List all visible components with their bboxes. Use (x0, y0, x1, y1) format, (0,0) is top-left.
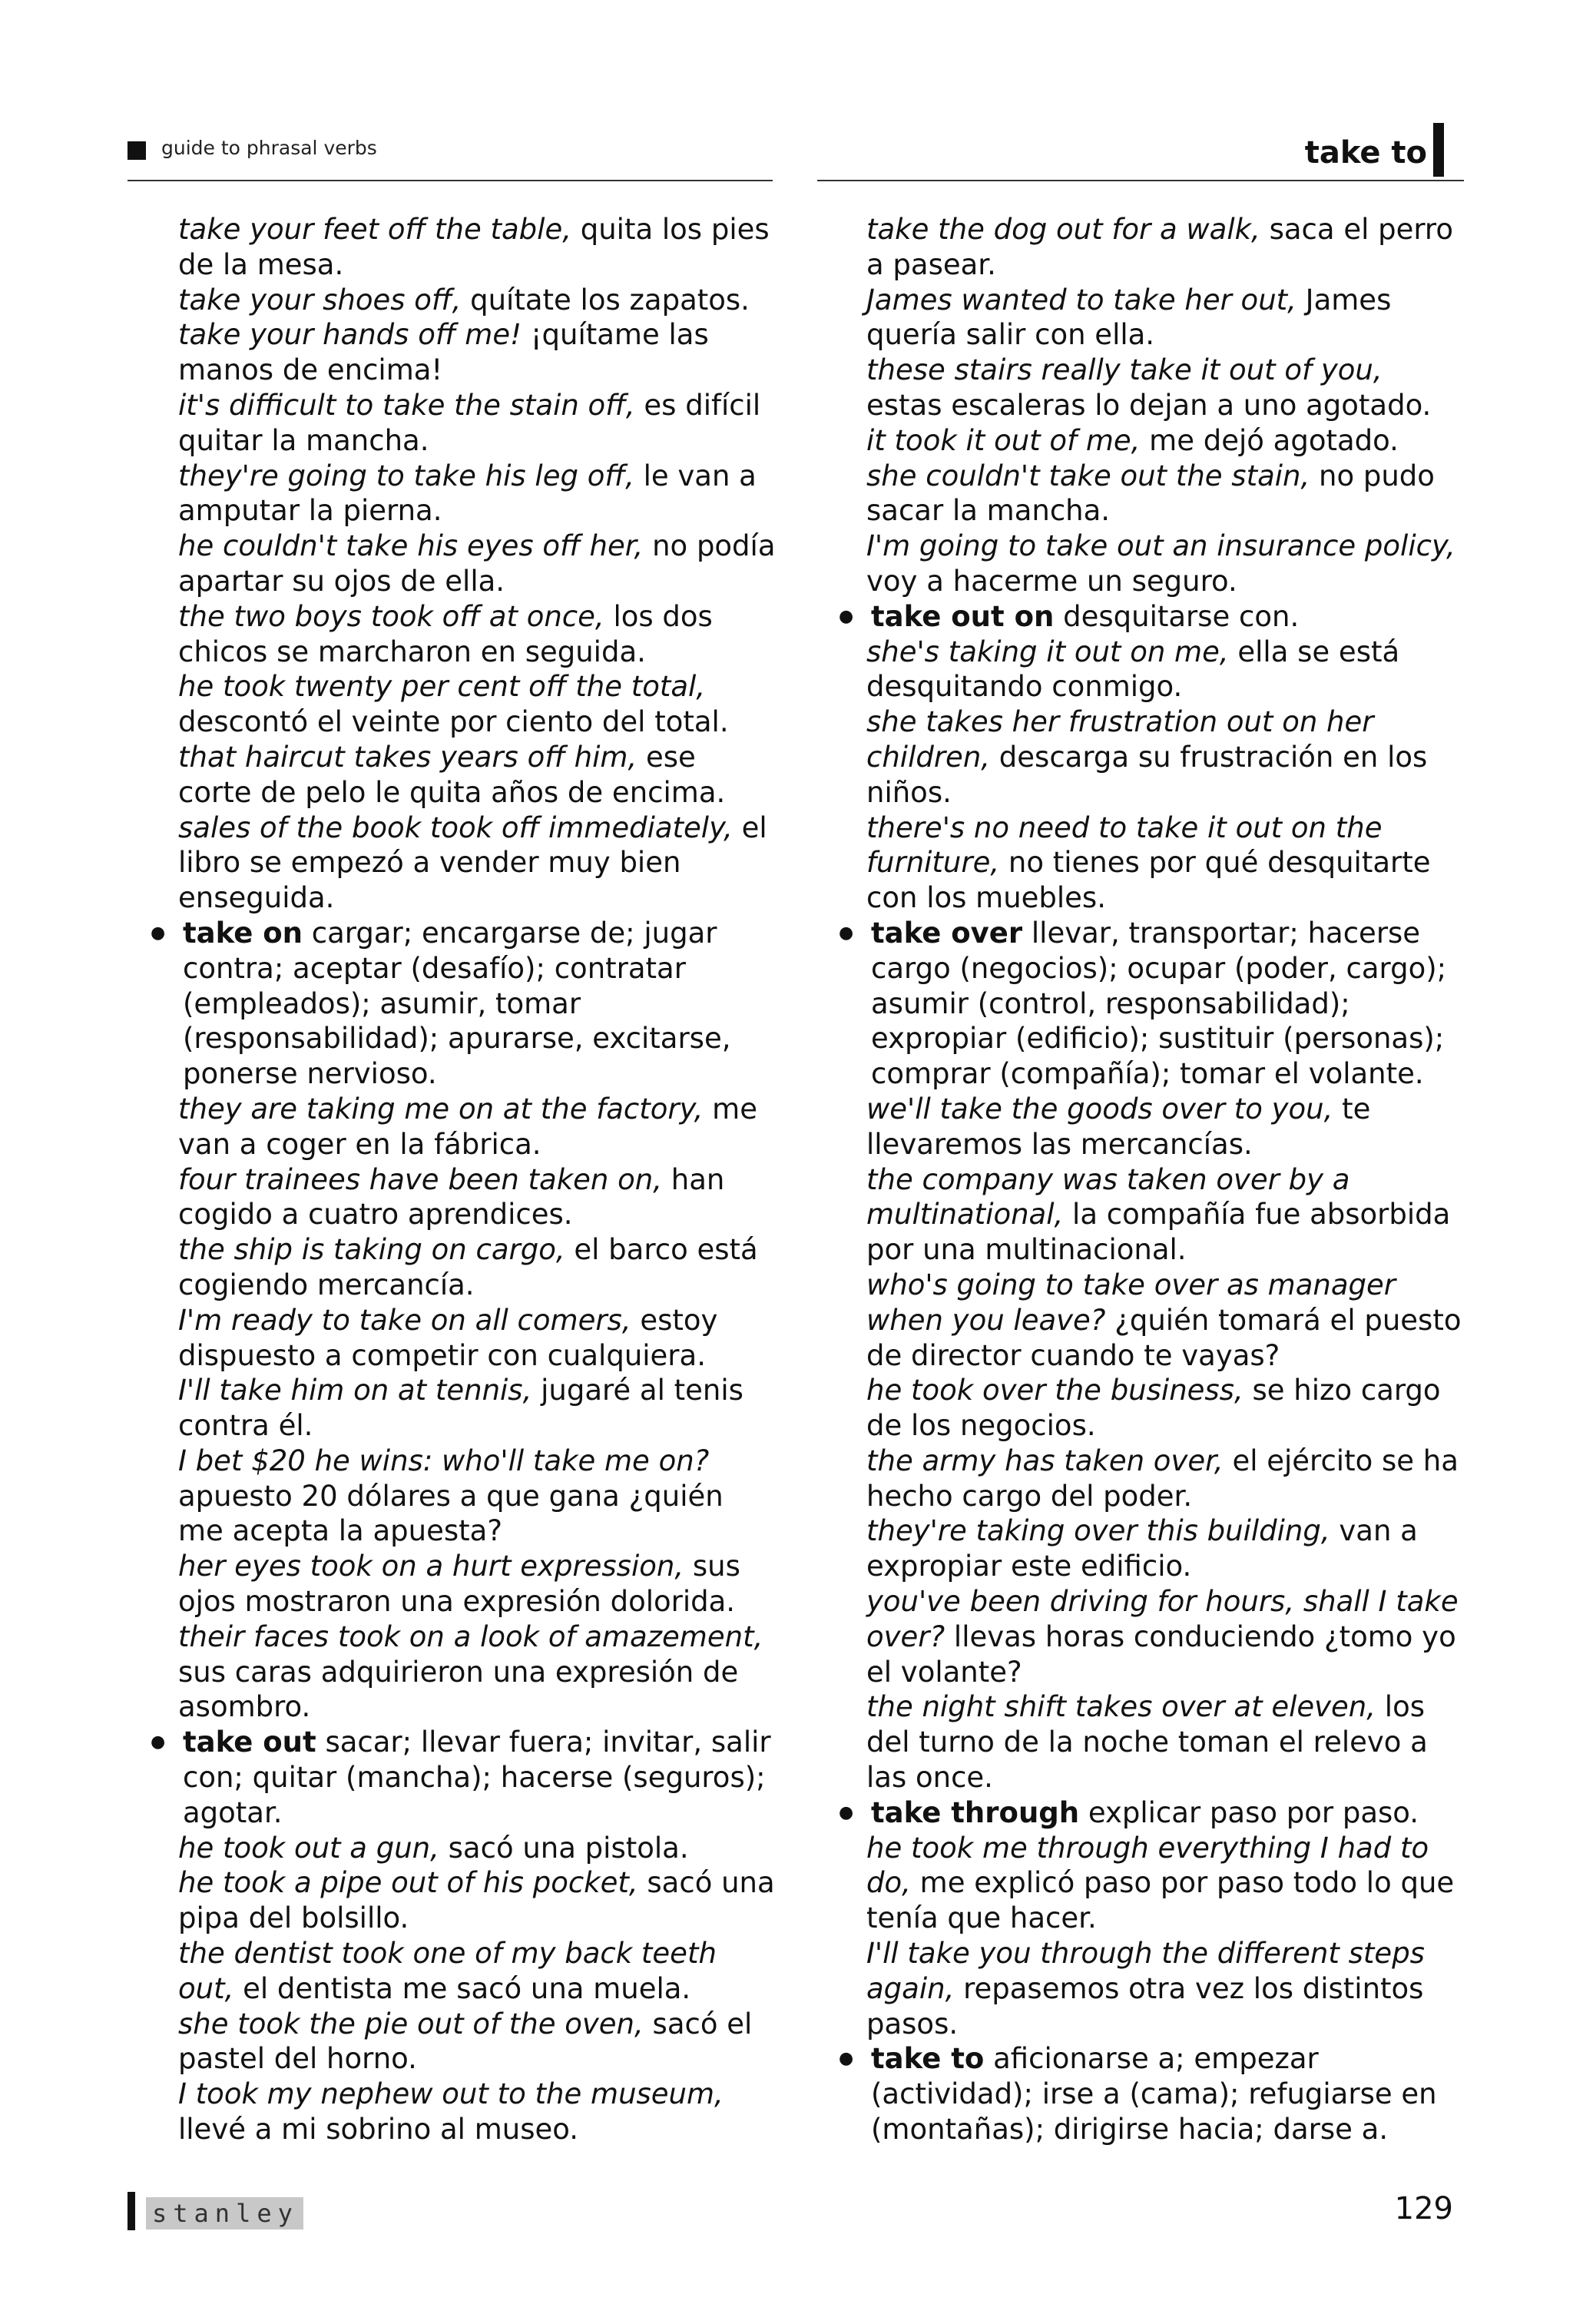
example-line (866, 1513, 1465, 1584)
running-title: guide to phrasal verbs (161, 137, 377, 159)
entry-bullet-icon: ● (839, 606, 854, 626)
example-line (866, 1584, 1465, 1689)
entry-definition: sacar; llevar fuera; invitar, salir con; quitar (mancha); hacerse (seguros); agotar. (183, 1726, 771, 1829)
example-english: I bet $20 he wins: who'll take me on? (178, 1444, 710, 1477)
example-line (178, 1303, 777, 1374)
example-line (178, 1865, 777, 1936)
example-english: she took the pie out of the oven, (178, 2007, 644, 2041)
page-number: 129 (1394, 2191, 1453, 2226)
example-line (866, 1162, 1465, 1268)
example-line (178, 1936, 777, 2007)
example-english: it took it out of me, (866, 423, 1141, 457)
example-english: I'm ready to take on all comers, (178, 1303, 631, 1337)
example-line (178, 1373, 777, 1444)
example-line (866, 1373, 1465, 1444)
example-spanish: han cogido a cuatro aprendices. (178, 1162, 725, 1232)
example-english: take your shoes off, (178, 283, 462, 317)
example-line (866, 212, 1465, 283)
example-line (178, 1831, 777, 1866)
example-english: their faces took on a look of amazement, (178, 1620, 763, 1653)
example-spanish: voy a hacerme un seguro. (866, 564, 1237, 598)
example-spanish: jugaré al tenis contra él. (178, 1374, 743, 1443)
entry-definition: cargar; encargarse de; jugar contra; aceptar (desafío); contratar (empleados); asumir, tomar (responsabilidad); apurarse, excitarse, ponerse nervioso. (183, 916, 731, 1091)
example-spanish: van a expropiar este edificio. (866, 1514, 1418, 1583)
example-line (178, 1092, 777, 1162)
entry-bullet-icon: ● (151, 1732, 166, 1752)
example-spanish: quita los pies de la mesa. (178, 213, 770, 281)
entry-headword: take through (871, 1795, 1080, 1829)
example-line (178, 317, 777, 388)
example-english: she takes her frustration out on her children, (866, 705, 1374, 774)
example-english: the company was taken over by a multinational, (866, 1162, 1350, 1232)
example-english: I'll take him on at tennis, (178, 1374, 532, 1407)
example-english: who's going to take over as manager when you leave? (866, 1268, 1396, 1337)
example-line (178, 1444, 777, 1549)
example-line (178, 388, 777, 459)
example-english: he took twenty per cent off the total, (178, 670, 706, 704)
example-spanish: llevas horas conduciendo ¿tomo yo el volante? (866, 1620, 1456, 1689)
example-spanish: los del turno de la noche toman el relevo a las once. (866, 1690, 1428, 1795)
example-line (178, 740, 777, 811)
example-spanish: el libro se empezó a vender muy bien enseguida. (178, 811, 767, 915)
example-line (866, 1092, 1465, 1162)
header-bar-mark (1433, 123, 1444, 177)
example-english: he took over the business, (866, 1374, 1243, 1407)
entry-bullet-icon: ● (839, 1802, 854, 1822)
dictionary-entry (151, 1725, 777, 1830)
footer-bar-mark (127, 2192, 135, 2230)
example-spanish: quítate los zapatos. (461, 283, 750, 317)
entry-bullet-icon: ● (839, 2049, 854, 2069)
example-line (178, 529, 777, 599)
example-line (178, 1162, 777, 1233)
dictionary-entry (839, 599, 1465, 635)
example-line (866, 353, 1465, 423)
left-column (151, 212, 777, 2147)
example-spanish: sacó el pastel del horno. (178, 2007, 753, 2076)
entry-bullet-icon: ● (839, 923, 854, 943)
example-english: the ship is taking on cargo, (178, 1233, 565, 1267)
example-spanish: la compañía fue absorbida por una multinacional. (866, 1198, 1451, 1267)
entry-definition: explicar paso por paso. (1079, 1795, 1419, 1829)
example-english: he took a pipe out of his pocket, (178, 1866, 638, 1900)
entry-definition: desquitarse con. (1054, 599, 1300, 633)
example-line (866, 283, 1465, 353)
example-spanish: te llevaremos las mercancías. (866, 1092, 1371, 1161)
example-english: there's no need to take it out on the furniture, (866, 811, 1383, 880)
example-spanish: los dos chicos se marcharon en seguida. (178, 599, 713, 668)
example-english: take your feet off the table, (178, 213, 571, 246)
example-spanish: sacó una pistola. (439, 1831, 689, 1865)
example-line (178, 669, 777, 740)
example-spanish: saca el perro a pasear. (866, 213, 1453, 281)
example-english: I'll take you through the different steps again, (866, 1937, 1425, 2005)
example-english: the two boys took off at once, (178, 599, 604, 633)
example-line (866, 1689, 1465, 1795)
example-line (178, 283, 777, 318)
entry-headword: take to (871, 2042, 985, 2076)
example-english: the dentist took one of my back teeth out, (178, 1937, 717, 2005)
example-spanish: el barco está cogiendo mercancía. (178, 1233, 758, 1301)
example-english: take the dog out for a walk, (866, 213, 1260, 246)
example-line (178, 811, 777, 916)
example-spanish: no tienes por qué desquitarte con los muebles. (866, 846, 1431, 915)
example-english: they are taking me on at the factory, (178, 1092, 704, 1126)
entry-headword: take out on (871, 599, 1055, 633)
example-line (866, 704, 1465, 810)
example-line (866, 459, 1465, 529)
example-english: she couldn't take out the stain, (866, 459, 1310, 492)
example-line (866, 1444, 1465, 1514)
example-line (866, 811, 1465, 916)
example-spanish: apuesto 20 dólares a que gana ¿quién me acepta la apuesta? (178, 1479, 724, 1548)
example-line (178, 1232, 777, 1303)
example-spanish: sacó una pipa del bolsillo. (178, 1866, 775, 1935)
header-square-mark (127, 141, 146, 160)
example-spanish: me van a coger en la fábrica. (178, 1092, 757, 1161)
example-spanish: James quería salir con ella. (866, 283, 1392, 352)
entry-definition: aficionarse a; empezar (actividad); irse a (cama); refugiarse en (montañas); dirigirse hacia; darse a. (871, 2042, 1437, 2147)
example-english: he took out a gun, (178, 1831, 439, 1865)
entry-headword: take on (183, 916, 303, 950)
entry-headword: take over (871, 916, 1023, 950)
example-english: it's difficult to take the stain off, (178, 388, 635, 422)
example-line (866, 423, 1465, 459)
example-english: James wanted to take her out, (866, 283, 1296, 317)
publisher-brand: stanley (146, 2197, 303, 2230)
example-line (866, 1936, 1465, 2041)
example-english: I'm going to take out an insurance policy, (866, 529, 1455, 563)
example-spanish: ese corte de pelo le quita años de encima. (178, 740, 726, 809)
example-english: they're taking over this building, (866, 1514, 1330, 1548)
example-english: we'll take the goods over to you, (866, 1092, 1333, 1126)
example-spanish: el dentista me sacó una muela. (233, 1971, 691, 2005)
example-spanish: ella se está desquitando conmigo. (866, 635, 1400, 704)
example-spanish: sus ojos mostraron una expresión dolorida. (178, 1550, 740, 1619)
example-english: the army has taken over, (866, 1444, 1224, 1477)
example-spanish: sus caras adquirieron una expresión de asombro. (178, 1655, 739, 1724)
example-english: that haircut takes years off him, (178, 740, 637, 774)
example-english: the night shift takes over at eleven, (866, 1690, 1376, 1724)
dictionary-entry (839, 1795, 1465, 1831)
dictionary-entry (151, 916, 777, 1092)
example-spanish: ¿quién tomará el puesto de director cuando te vayas? (866, 1303, 1462, 1372)
example-spanish: repasemos otra vez los distintos pasos. (866, 1971, 1424, 2041)
example-line (178, 1549, 777, 1620)
example-english: these stairs really take it out of you, (866, 353, 1383, 387)
example-line (866, 1268, 1465, 1373)
example-english: sales of the book took off immediately, (178, 811, 733, 844)
example-spanish: estoy dispuesto a competir con cualquiera. (178, 1303, 718, 1372)
example-english: you've been driving for hours, shall I take over? (866, 1585, 1459, 1653)
example-line (866, 529, 1465, 599)
header-rule-left (127, 180, 773, 181)
example-english: she's taking it out on me, (866, 635, 1229, 668)
example-spanish: ¡quítame las manos de encima! (178, 318, 709, 387)
example-english: they're going to take his leg off, (178, 459, 634, 492)
example-spanish: es difícil quitar la mancha. (178, 388, 761, 457)
example-spanish: se hizo cargo de los negocios. (866, 1374, 1441, 1443)
example-spanish: estas escaleras lo dejan a uno agotado. (866, 388, 1432, 422)
example-english: he took me through everything I had to do, (866, 1831, 1429, 1900)
example-line (178, 459, 777, 529)
example-spanish: el ejército se ha hecho cargo del poder. (866, 1444, 1459, 1513)
entry-headword: take out (183, 1726, 316, 1759)
example-spanish: descontó el veinte por ciento del total. (178, 705, 729, 739)
entry-definition: llevar, transportar; hacerse cargo (negocios); ocupar (poder, cargo); asumir (control, responsabilidad); expropiar (edificio); sustituir (personas); comprar (compañía); tomar el volante. (871, 916, 1447, 1091)
example-english: he couldn't take his eyes off her, (178, 529, 644, 563)
example-line (178, 212, 777, 283)
example-line (178, 2077, 777, 2147)
example-line (178, 599, 777, 670)
right-column (839, 212, 1465, 2147)
example-line (178, 2007, 777, 2077)
example-spanish: no podía apartar su ojos de ella. (178, 529, 776, 598)
example-spanish: llevé a mi sobrino al museo. (178, 2113, 578, 2147)
header-rule-right (817, 180, 1464, 181)
example-line (178, 1620, 777, 1725)
example-line (866, 1831, 1465, 1936)
example-english: take your hands off me! (178, 318, 522, 352)
example-english: her eyes took on a hurt expression, (178, 1550, 684, 1583)
example-spanish: me explicó paso por paso todo lo que tenía que hacer. (866, 1866, 1455, 1935)
example-english: I took my nephew out to the museum, (178, 2077, 724, 2111)
dictionary-entry (839, 916, 1465, 1092)
dictionary-entry (839, 2041, 1465, 2147)
example-spanish: le van a amputar la pierna. (178, 459, 757, 528)
example-english: four trainees have been taken on, (178, 1162, 662, 1196)
example-line (866, 635, 1465, 705)
example-spanish: no pudo sacar la mancha. (866, 459, 1435, 528)
example-spanish: descarga su frustración en los niños. (866, 740, 1428, 809)
entry-bullet-icon: ● (151, 923, 166, 943)
example-spanish: me dejó agotado. (1140, 423, 1399, 457)
page-headword: take to (1304, 135, 1427, 171)
